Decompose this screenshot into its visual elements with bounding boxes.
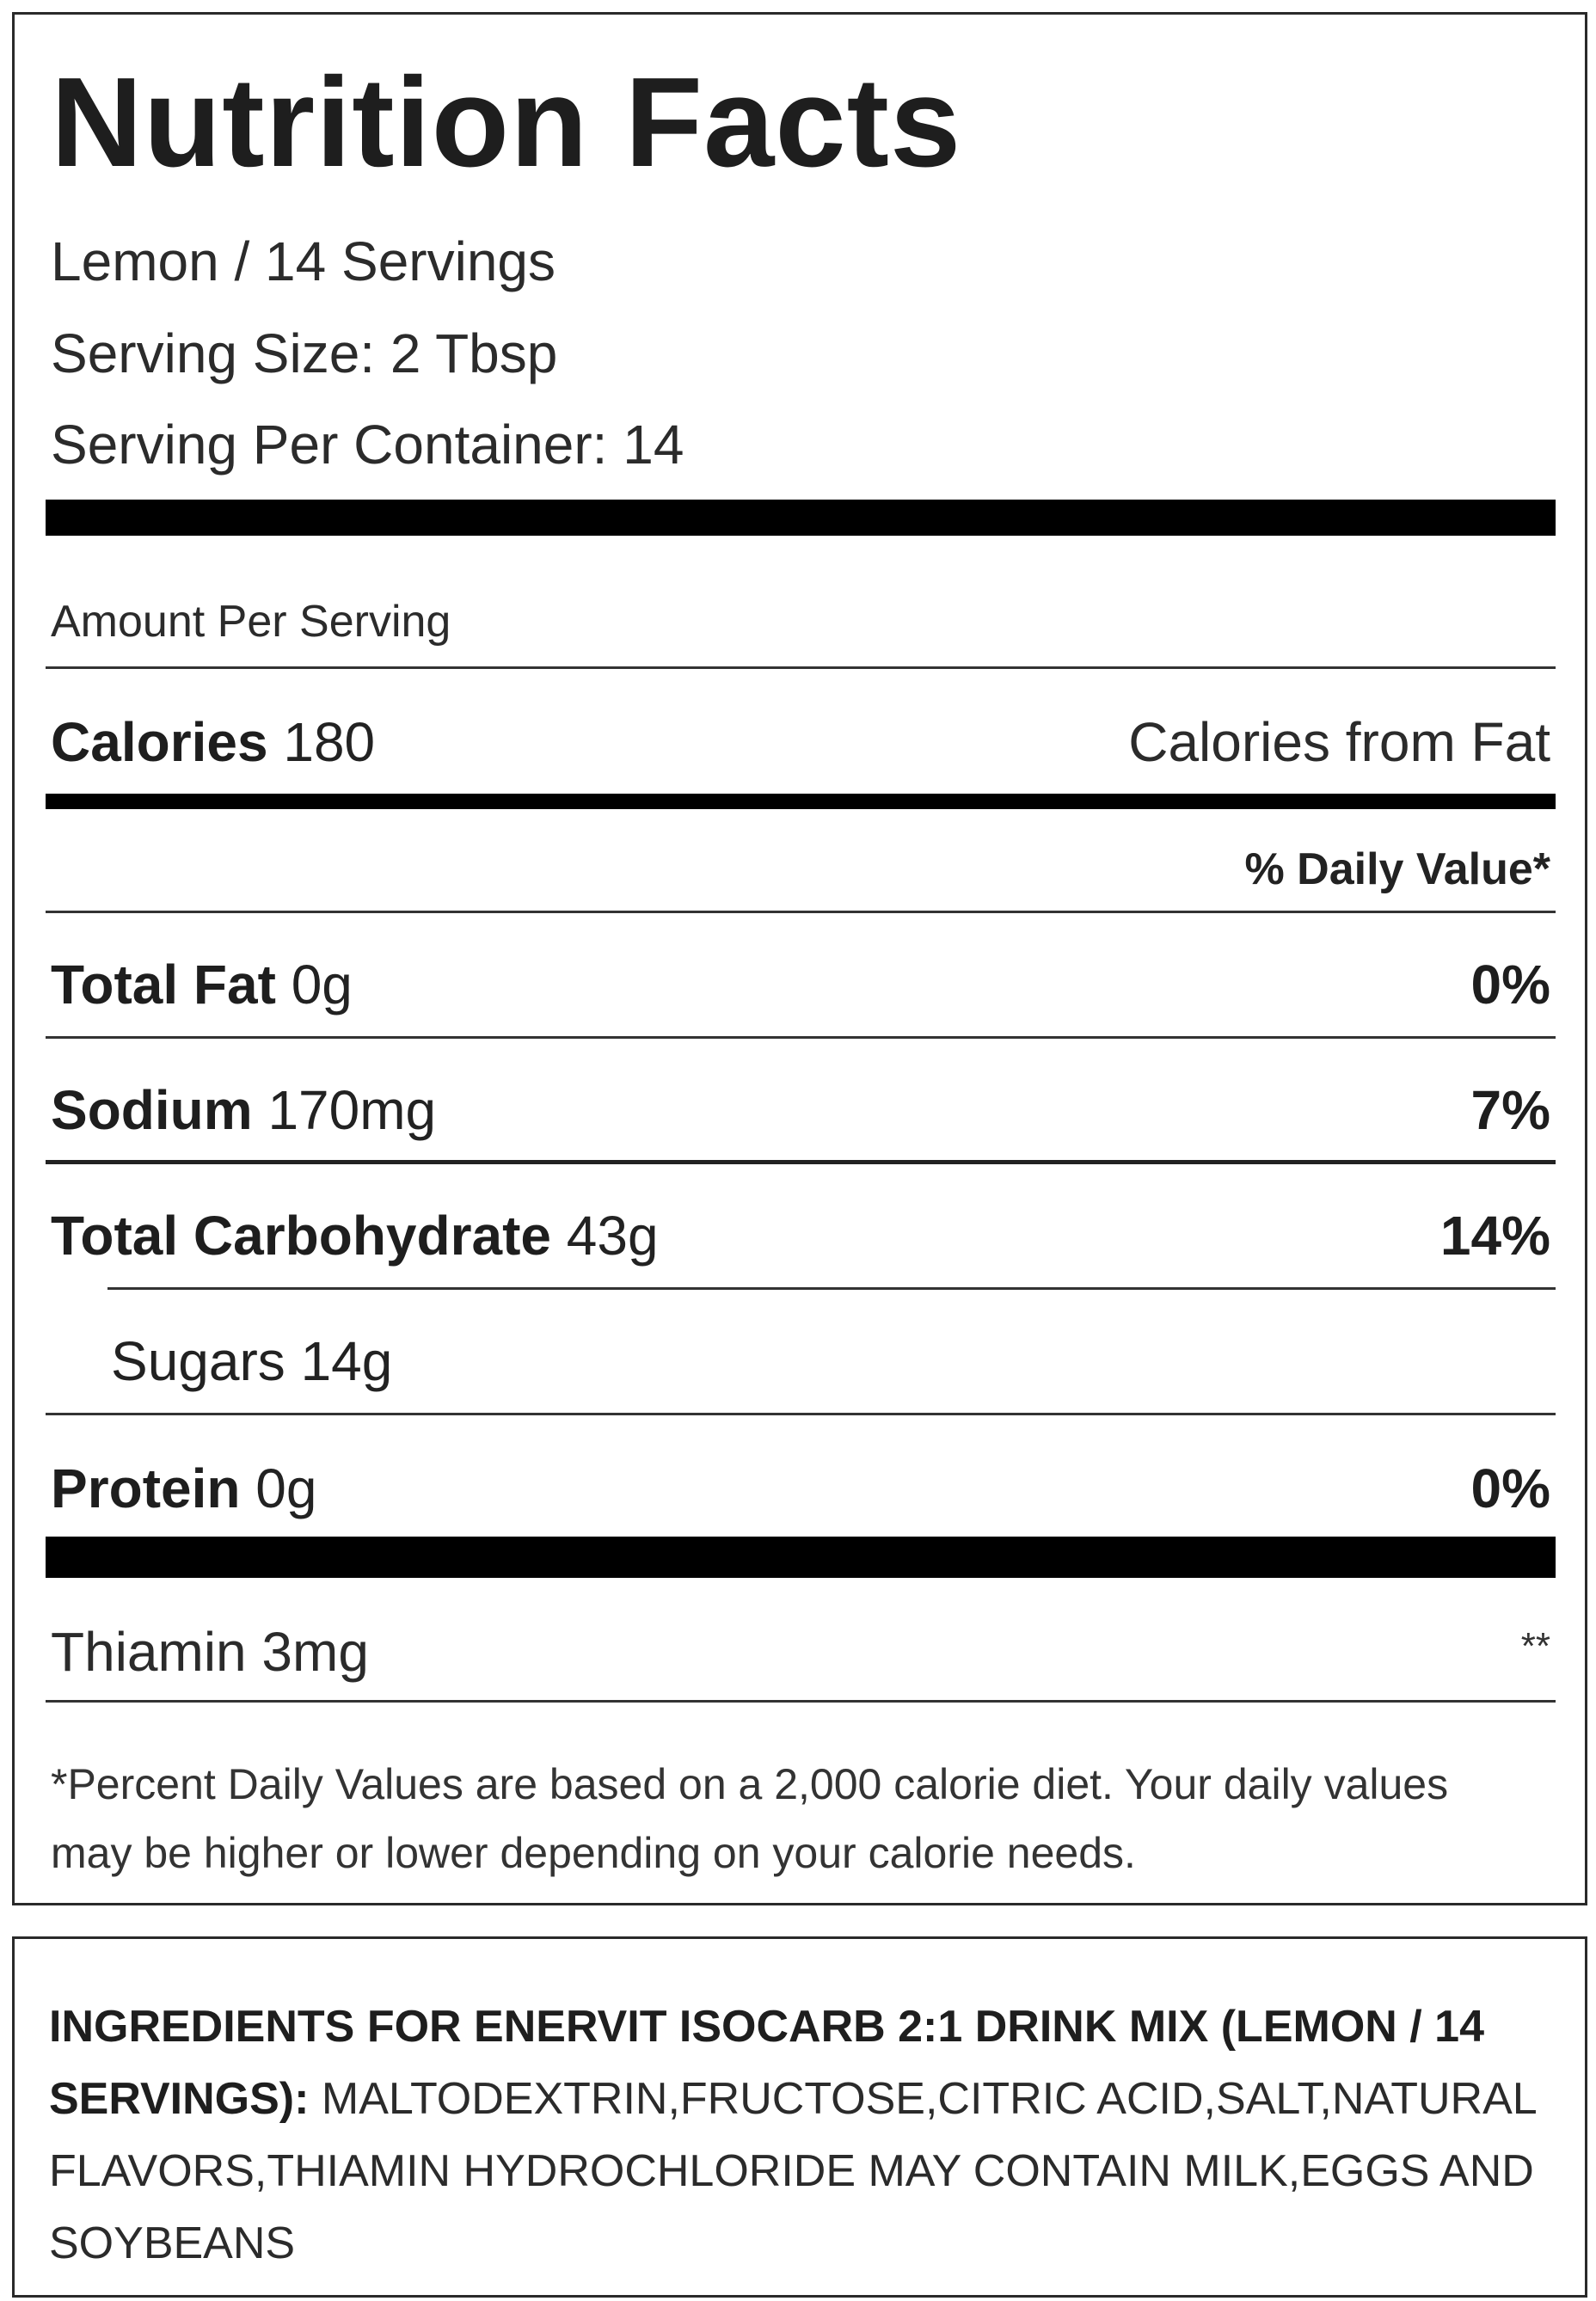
- total-carbohydrate-amount: 43g: [566, 1205, 659, 1267]
- thin-divider: [46, 1036, 1556, 1039]
- daily-value-header: % Daily Value*: [1244, 844, 1550, 894]
- divider: [46, 1160, 1556, 1164]
- total-carbohydrate-label: Total Carbohydrate: [51, 1205, 551, 1267]
- thin-divider: [46, 666, 1556, 669]
- protein-dv: 0%: [1470, 1457, 1550, 1519]
- ingredients-text: [49, 1991, 1562, 2280]
- medium-divider: [46, 794, 1556, 809]
- calories-value: 180: [283, 711, 376, 773]
- serving-size-line: Serving Size: 2 Tbsp: [51, 322, 558, 384]
- label-title: Nutrition Facts: [51, 52, 962, 193]
- total-fat-label: Total Fat: [51, 954, 276, 1016]
- thin-divider-indented: [107, 1287, 1556, 1290]
- ingredients-list: MALTODEXTRIN,FRUCTOSE,CITRIC ACID,SALT,NATURAL FLAVORS,THIAMIN HYDROCHLORIDE MAY CONTAIN MILK,EGGS AND SOYBEANS: [49, 2074, 1536, 2268]
- thin-divider: [46, 1700, 1556, 1703]
- sodium-amount: 170mg: [267, 1079, 437, 1141]
- sodium-label: Sodium: [51, 1079, 253, 1141]
- total-fat-row: [51, 954, 353, 1016]
- servings-per-container-line: Serving Per Container: 14: [51, 414, 684, 476]
- sugars-row: [111, 1330, 393, 1392]
- protein-amount: 0g: [255, 1457, 317, 1519]
- sodium-dv: 7%: [1470, 1079, 1550, 1141]
- thin-divider: [46, 1413, 1556, 1415]
- variant-line: Lemon / 14 Servings: [51, 230, 556, 292]
- calories-from-fat-label: Calories from Fat: [1128, 711, 1550, 773]
- total-carbohydrate-row: [51, 1205, 659, 1267]
- thick-divider: [46, 500, 1556, 536]
- total-carbohydrate-dv: 14%: [1439, 1205, 1550, 1267]
- ingredients-panel: [12, 1936, 1587, 2298]
- protein-row: [51, 1457, 317, 1519]
- total-fat-amount: 0g: [291, 954, 353, 1016]
- ingredients-heading: INGREDIENTS FOR ENERVIT ISOCARB 2:1 DRINK MIX (LEMON / 14 SERVINGS):: [49, 2002, 1485, 2124]
- total-fat-dv: 0%: [1470, 954, 1550, 1016]
- calories-row: [51, 711, 376, 773]
- sodium-row: [51, 1079, 437, 1141]
- nutrition-facts-panel: [12, 12, 1587, 1905]
- thiamin-row: Thiamin 3mg: [51, 1621, 369, 1683]
- daily-value-footnote: *Percent Daily Values are based on a 2,000 calorie diet. Your daily values may be higher or lower depending on your calorie needs.: [51, 1760, 1449, 1877]
- sugars-amount: 14g: [300, 1330, 393, 1392]
- calories-label: Calories: [51, 711, 268, 773]
- thin-divider: [46, 911, 1556, 913]
- protein-label: Protein: [51, 1457, 241, 1519]
- thick-divider: [46, 1537, 1556, 1578]
- sugars-label: Sugars: [111, 1330, 285, 1392]
- amount-per-serving-label: Amount Per Serving: [51, 597, 451, 647]
- thiamin-footnote-mark: **: [1520, 1625, 1550, 1667]
